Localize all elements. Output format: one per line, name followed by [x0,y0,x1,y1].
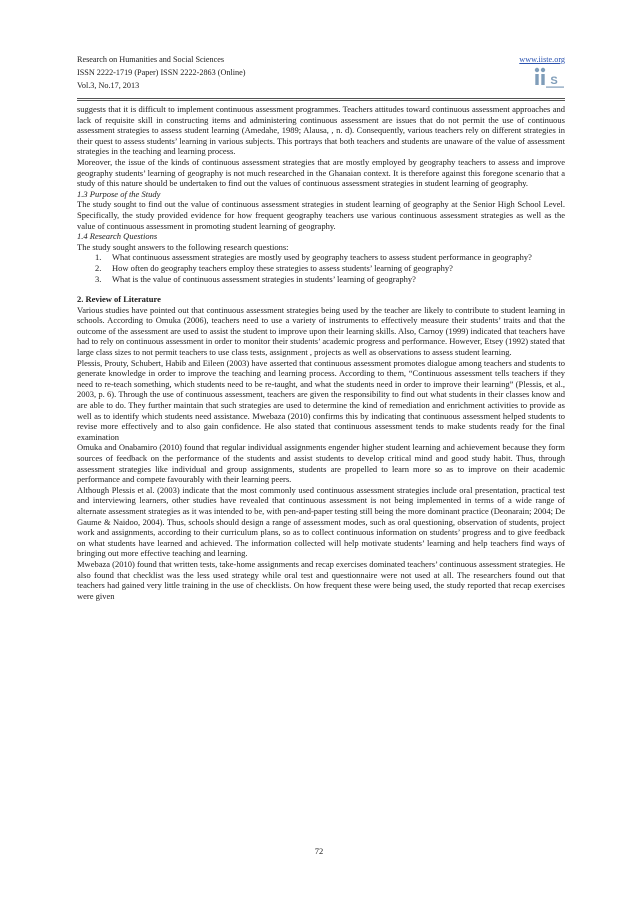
header-rule-bottom [77,100,565,101]
body-text [77,104,565,601]
section-spacer [77,284,565,294]
paragraph-intro-continuation: suggests that it is difficult to implement continuous assessment programmes. Teachers attitudes toward continuous assessment approaches and lack of requisite skill in constructing items and administering continuous assessment are issues that do not permit the use of continuous assessment strategies to assess student learning (Amedahe, 1989; Alausa, , n. d). Consequently, various teachers rely on different strategies in their quest to assess students’ learning in various subjects. This portrays that both teachers and students are unaware of the value of assessment strategies in the teaching and learning process. [77,104,565,157]
research-questions-list [77,252,565,284]
website-link[interactable]: www.iiste.org [519,55,565,64]
list-number: 3. [95,273,102,284]
paragraph-review-2: Plessis, Prouty, Schubert, Habib and Eileen (2003) have asserted that continuous assessment promotes dialogue among teachers and students to generate knowledge in order to improve the teaching and learning process. According to them, “Continuous assessment tells teachers if they need to re-teach something, which students need to be re-taught, and what the students need in order to improve their learning” (Plessis, et al., 2003, p. 6). Through the use of continuous assessment, teachers are given the responsibility to find out what students in their classes know and are able to do. They further maintain that such strategies are used to determine the kind of remediation and enrichment activities to provide as well as to identify which students need assistance. Mwebaza (2010) confirms this by indicating that continuous assessment helped students to revise more effectively and to also gain confidence. He also stated that continuous assessment tends to make students ready for the final examination [77,357,565,442]
list-number: 1. [95,252,102,263]
paragraph-purpose: The study sought to find out the value of continuous assessment strategies in student learning of geography at the Senior High School Level. Specifically, the study provided evidence for how frequent geography teachers use various continuous assessment strategies as well as the value of continuous assessment in promoting student learning of geography. [77,199,565,231]
running-header [77,55,565,103]
page-number: 72 [314,846,324,856]
journal-name: Research on Humanities and Social Sciences [77,55,225,64]
issn-line: ISSN 2222-1719 (Paper) ISSN 2222-2863 (Online) [77,68,246,77]
list-item [77,274,565,285]
svg-text:S: S [550,75,558,87]
list-item-text: How often do geography teachers employ these strategies to assess students’ learning of geography? [112,262,453,273]
list-item-text: What continuous assessment strategies are mostly used by geography teachers to assess student performance in geography? [112,252,532,263]
iiste-logo [531,63,564,89]
header-rule-top [77,98,565,99]
paragraph-review-1: Various studies have pointed out that continuous assessment strategies being used by the teacher are likely to contribute to student learning in schools. According to Omuka (2006), teachers need to use a variety of instruments to effectively measure their students’ traits and that the outcome of the assessment are used to assist the student to improve upon their learning skills. Also, Carnoy (1999) indicated that teachers have had to rely on continuous assessment in order to monitor their students’ academic progress and performance. However, Etsey (1992) stated that large class sizes to not permit teachers to use class tests, assignment , projects as well as observations to assess student learning. [77,304,565,358]
volume-line: Vol.3, No.17, 2013 [77,81,140,90]
paragraph-review-5: Mwebaza (2010) found that written tests, take-home assignments and recap exercises dominated teachers’ continuous assessment strategies. He also found that checklist was the less used strategy while oral test and questionnaire were not used at all. The researchers found out that teachers had gained very little training in the use of checklists. On how frequent these were being used, the study reported that recap exercises were given [77,558,565,601]
paragraph-questions-intro: The study sought answers to the following research questions: [77,241,289,252]
section-heading-literature-review: 2. Review of Literature [77,294,161,305]
list-item-text: What is the value of continuous assessment strategies in students’ learning of geography? [112,273,416,284]
paragraph-review-4: Although Plessis et al. (2003) indicate that the most commonly used continuous assessment strategies include oral presentation, practical test and interviewing learners, other studies have revealed that continuous assessment is not being implemented in terms of a wide range of alternate assessment strategies as it was intended to be, with pen-and-paper testing still being the more dominant practice (Deonarain; 2004; De Gaume & Naidoo, 2004). Thus, schools should design a range of assessment modes, such as oral questioning, observation of students, project work and assignments, according to their curriculum plans, so as to collect continuous information on students’ progress and to give feedback on what students have learned and achieved. The information collected will help motivate students’ learning and help teachers find ways of bringing out more effective teaching and learning. [77,484,565,559]
list-item [77,252,565,263]
subsection-heading-research-questions: 1.4 Research Questions [77,231,158,242]
paragraph-review-3: Omuka and Onabamiro (2010) found that regular individual assignments engender higher student learning and achievement because they form sources of feedback on the performance of the students and assist students to develop critical mind and good study habit. Thus, through assessment strategies like individual and group assignments, students are propelled to learn more so as to improve on their academic performance and compete favourably with their learning peers. [77,442,565,485]
list-number: 2. [95,262,102,273]
subsection-heading-purpose: 1.3 Purpose of the Study [77,188,161,199]
list-item [77,263,565,274]
paragraph-problem-statement: Moreover, the issue of the kinds of continuous assessment strategies that are mostly employed by geography teachers to assess and improve geography students’ learning of geography is not much researched in the Ghanaian context. It is therefore against this foregone scenario that a study of this nature should be undertaken to find out the values of continuous assessment strategies in student learning of geography. [77,156,565,189]
